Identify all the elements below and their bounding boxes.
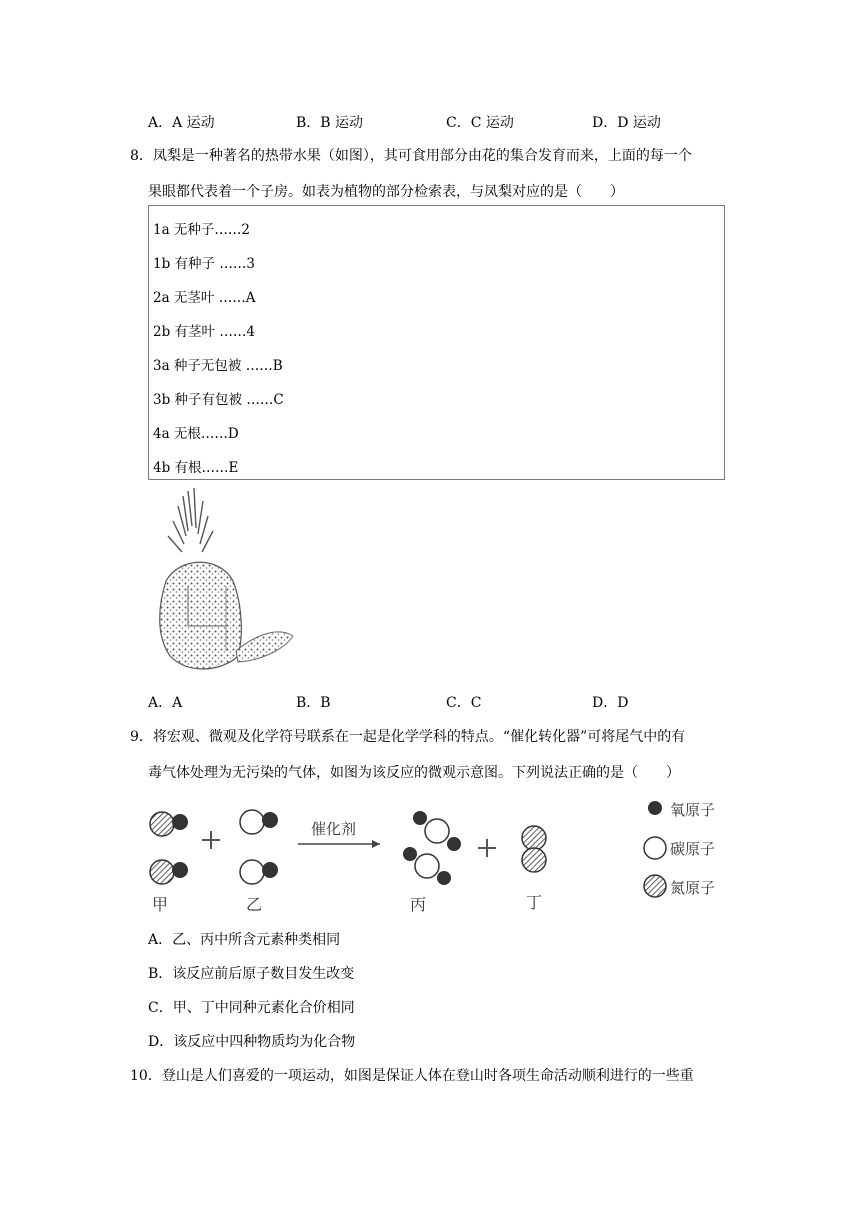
molecule-jia-bottom — [150, 860, 188, 884]
q10-stem-line1: 10．登山是人们喜爱的一项运动，如图是保证人体在登山时各项生命活动顺利进行的一些重 — [130, 1068, 694, 1084]
q7-option-c[interactable]: C．C 运动 — [446, 115, 514, 131]
q8-stem-line1: 8．凤梨是一种著名的热带水果（如图），其可食用部分由花的集合发育而来，上面的每一个 — [130, 148, 692, 164]
label-jia: 甲 — [152, 895, 169, 914]
legend-oxygen-icon — [648, 801, 662, 815]
legend-carbon-icon — [644, 837, 666, 859]
q9-stem-line1: 9．将宏观、微观及化学符号联系在一起是化学学科的特点。“催化转化器”可将尾气中的有 — [130, 729, 686, 745]
legend-carbon-label: 碳原子 — [670, 840, 716, 858]
key-line-4a: 4a 无根……D — [153, 426, 239, 442]
label-bing: 丙 — [410, 895, 427, 914]
key-line-1b: 1b 有种子 ……3 — [153, 256, 255, 272]
catalyst-label: 催化剂 — [311, 820, 357, 838]
pineapple-image — [148, 486, 298, 676]
molecule-jia-top — [150, 812, 188, 836]
label-yi: 乙 — [246, 895, 263, 914]
key-line-3b: 3b 种子有包被 ……C — [153, 392, 284, 408]
q7-option-b[interactable]: B．B 运动 — [296, 115, 364, 131]
key-line-2b: 2b 有茎叶 ……4 — [153, 324, 255, 340]
q9-option-d[interactable]: D．该反应中四种物质均为化合物 — [148, 1034, 356, 1050]
reaction-micro-diagram — [140, 796, 740, 916]
key-line-3a: 3a 种子无包被 ……B — [153, 358, 283, 374]
q8-stem-line2: 果眼都代表着一个子房。如表为植物的部分检索表，与凤梨对应的是（ ） — [148, 184, 624, 200]
q9-option-b[interactable]: B．该反应前后原子数目发生改变 — [148, 966, 355, 982]
q9-option-a[interactable]: A．乙、丙中所含元素种类相同 — [148, 932, 341, 948]
q7-options — [0, 112, 860, 134]
q8-option-a[interactable]: A．A — [148, 695, 183, 711]
legend-nitrogen-icon — [644, 875, 666, 897]
q9-option-c[interactable]: C．甲、丁中同种元素化合价相同 — [148, 1000, 355, 1016]
q8-options — [0, 692, 860, 714]
key-line-2a: 2a 无茎叶 ……A — [153, 290, 256, 306]
legend-oxygen-label: 氧原子 — [670, 801, 716, 819]
q8-option-d[interactable]: D．D — [592, 695, 629, 711]
key-line-4b: 4b 有根……E — [153, 460, 239, 476]
label-ding: 丁 — [526, 893, 543, 912]
key-line-1a: 1a 无种子……2 — [153, 222, 251, 238]
q9-stem-line2: 毒气体处理为无污染的气体，如图为该反应的微观示意图。下列说法正确的是（ ） — [148, 765, 680, 781]
q7-option-a[interactable]: A．A 运动 — [148, 115, 215, 131]
q8-option-b[interactable]: B．B — [296, 695, 331, 711]
legend-nitrogen-label: 氮原子 — [670, 879, 716, 897]
q7-option-d[interactable]: D．D 运动 — [592, 115, 661, 131]
dichotomous-key-table — [148, 205, 725, 480]
q8-option-c[interactable]: C．C — [446, 695, 482, 711]
